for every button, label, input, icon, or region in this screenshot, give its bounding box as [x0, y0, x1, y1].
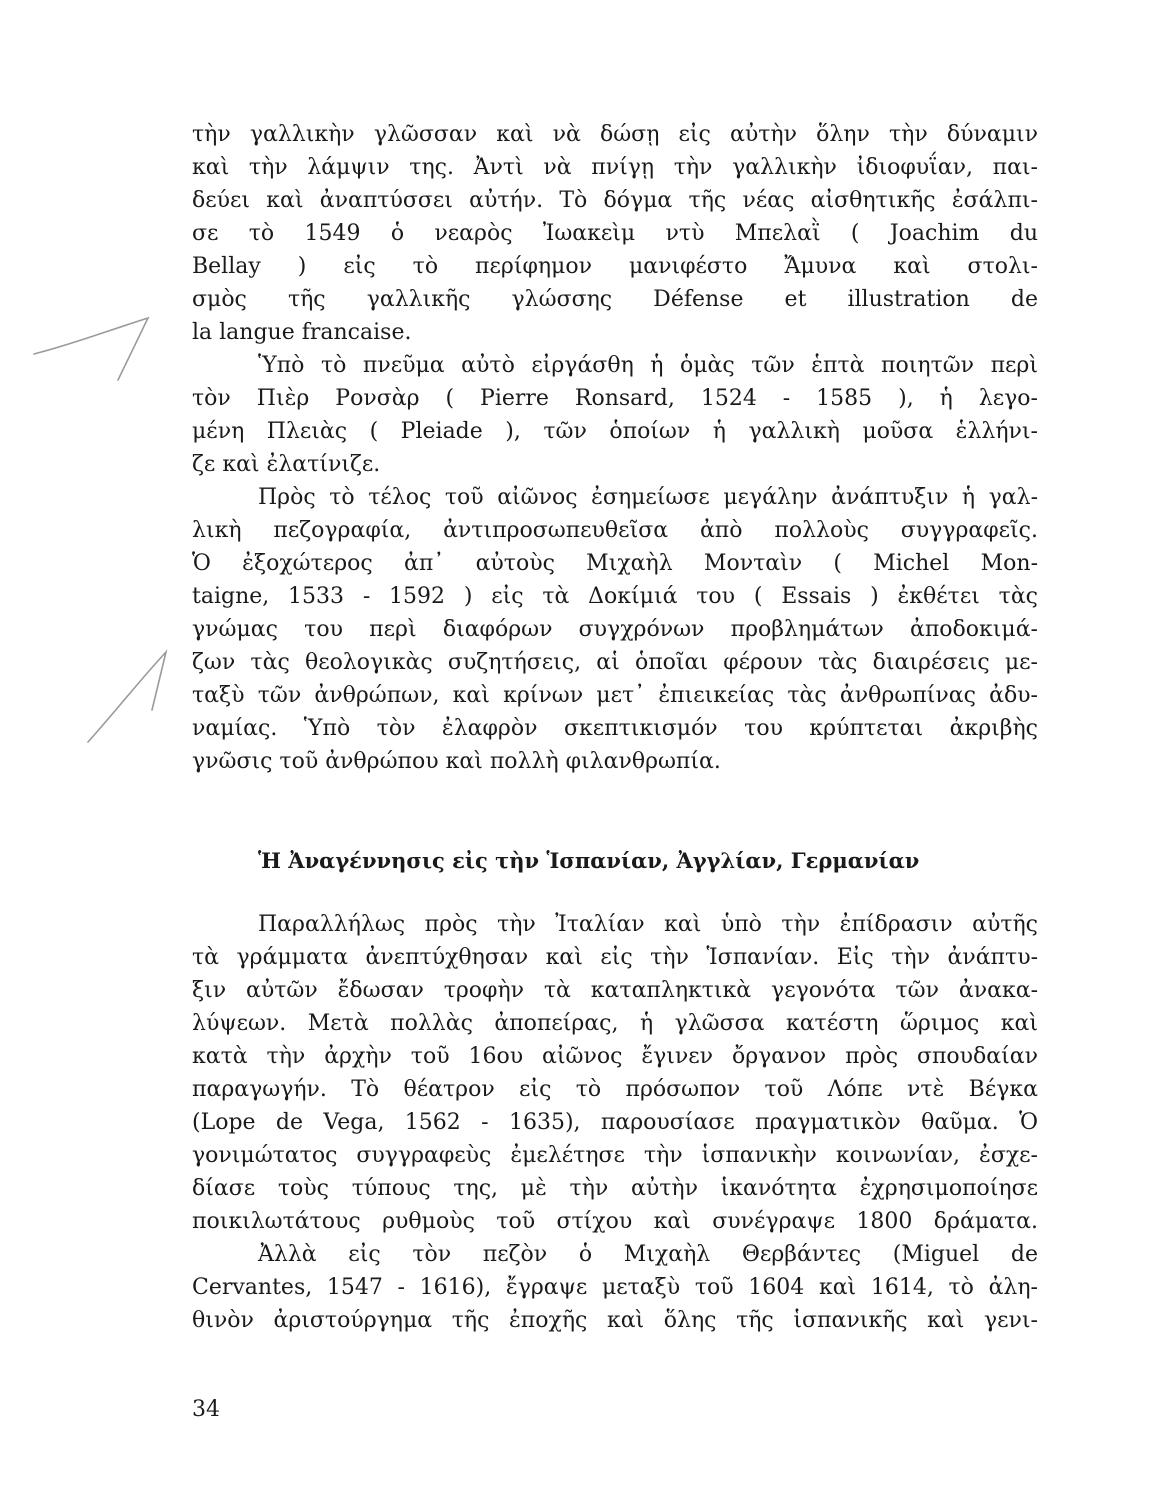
- text-line: γνῶσις τοῦ ἀνθρώπου καὶ πολλὴ φιλανθρωπία.: [192, 749, 721, 774]
- text-line: τὴν γαλλικὴν γλῶσσαν καὶ νὰ δώσῃ εἰς αὐτὴν ὅλην τὴν δύναμιν: [192, 122, 1038, 147]
- text-line: δεύει καὶ ἀναπτύσσει αὐτήν. Τὸ δόγμα τῆς νέας αἰσθητικῆς ἐσάλπι-: [192, 188, 1038, 213]
- section-heading: Ἡ Ἀναγέννησις εἰς τὴν Ἱσπανίαν, Ἀγγλίαν, Γερμανίαν: [258, 848, 920, 873]
- text-line: γνώμας του περὶ διαφόρων συγχρόνων προβλημάτων ἀποδοκιμά-: [192, 617, 1038, 642]
- text-line: ζε καὶ ἐλατίνιζε.: [192, 452, 381, 477]
- text-line: Ὁ ἐξοχώτερος ἀπ᾿ αὐτοὺς Μιχαὴλ Μονταὶν ( Michel Mon-: [192, 551, 1038, 576]
- text-line: Bellay ) εἰς τὸ περίφημον μανιφέστο Ἄμυνα καὶ στολι-: [192, 254, 1038, 279]
- text-line: καὶ τὴν λάμψιν της. Ἀντὶ νὰ πνίγῃ τὴν γαλλικὴν ἰδιοφυΐαν, παι-: [192, 155, 1038, 180]
- text-line: λύψεων. Μετὰ πολλὰς ἀποπείρας, ἡ γλῶσσα κατέστη ὥριμος καὶ: [192, 1011, 1038, 1036]
- text-line: ταξὺ τῶν ἀνθρώπων, καὶ κρίνων μετ᾿ ἐπιεικείας τὰς ἀνθρωπίνας ἀδυ-: [192, 683, 1038, 708]
- text-line: ναμίας. Ὑπὸ τὸν ἐλαφρὸν σκεπτικισμόν του κρύπτεται ἀκριβὴς: [192, 716, 1038, 741]
- text-line-indent: Πρὸς τὸ τέλος τοῦ αἰῶνος ἐσημείωσε μεγάλην ἀνάπτυξιν ἡ γαλ-: [258, 485, 1038, 510]
- text-line: σε τὸ 1549 ὁ νεαρὸς Ἰωακεὶμ ντὺ Μπελαῒ ( Joachim du: [192, 221, 1038, 246]
- text-line: (Lope de Vega, 1562 - 1635), παρουσίασε πραγματικὸν θαῦμα. Ὁ: [192, 1110, 1038, 1135]
- text-line: λικὴ πεζογραφία, ἀντιπροσωπευθεῖσα ἀπὸ πολλοὺς συγγραφεῖς.: [192, 518, 1038, 543]
- text-line-indent: Παραλλήλως πρὸς τὴν Ἰταλίαν καὶ ὑπὸ τὴν ἐπίδρασιν αὐτῆς: [258, 912, 1038, 937]
- text-line: ζων τὰς θεολογικὰς συζητήσεις, αἱ ὁποῖαι φέρουν τὰς διαιρέσεις με-: [192, 650, 1038, 675]
- text-line: δίασε τοὺς τύπους της, μὲ τὴν αὐτὴν ἱκανότητα ἐχρησιμοποίησε: [192, 1176, 1038, 1201]
- page-number: 34: [192, 1397, 220, 1422]
- text-line: γονιμώτατος συγγραφεὺς ἐμελέτησε τὴν ἱσπανικὴν κοινωνίαν, ἐσχε-: [192, 1143, 1038, 1168]
- text-line: Cervantes, 1547 - 1616), ἔγραψε μεταξὺ τοῦ 1604 καὶ 1614, τὸ ἀλη-: [192, 1275, 1038, 1300]
- pencil-arrow-lower: [88, 652, 166, 742]
- text-line: ποικιλωτάτους ρυθμοὺς τοῦ στίχου καὶ συνέγραψε 1800 δράματα.: [192, 1209, 1038, 1234]
- text-line: taigne, 1533 - 1592 ) εἰς τὰ Δοκίμιά του ( Essais ) ἐκθέτει τὰς: [192, 584, 1038, 609]
- text-line: κατὰ τὴν ἀρχὴν τοῦ 16ου αἰῶνος ἔγινεν ὄργανον πρὸς σπουδαίαν: [192, 1044, 1038, 1069]
- text-line: la langue francaise.: [192, 320, 412, 345]
- text-line: σμὸς τῆς γαλλικῆς γλώσσης Défense et illustration de: [192, 287, 1038, 312]
- pencil-arrow-upper: [34, 318, 148, 380]
- text-line: τὰ γράμματα ἀνεπτύχθησαν καὶ εἰς τὴν Ἱσπανίαν. Εἰς τὴν ἀνάπτυ-: [192, 945, 1038, 970]
- text-line-indent: Ὑπὸ τὸ πνεῦμα αὐτὸ εἰργάσθη ἡ ὁμὰς τῶν ἑπτὰ ποιητῶν περὶ: [258, 353, 1038, 378]
- text-line: τὸν Πιὲρ Ρονσὰρ ( Pierre Ronsard, 1524 - 1585 ), ἡ λεγο-: [192, 386, 1038, 411]
- text-line: θινὸν ἀριστούργημα τῆς ἐποχῆς καὶ ὅλης τῆς ἱσπανικῆς καὶ γενι-: [192, 1308, 1038, 1333]
- text-line: ξιν αὐτῶν ἔδωσαν τροφὴν τὰ καταπληκτικὰ γεγονότα τῶν ἀνακα-: [192, 978, 1038, 1003]
- text-line: παραγωγήν. Τὸ θέατρον εἰς τὸ πρόσωπον τοῦ Λόπε ντὲ Βέγκα: [192, 1077, 1038, 1102]
- text-line: μένη Πλειὰς ( Pleiade ), τῶν ὁποίων ἡ γαλλικὴ μοῦσα ἑλλήνι-: [192, 419, 1038, 444]
- pencil-arrow-annotations: [0, 0, 200, 800]
- text-line-indent: Ἀλλὰ εἰς τὸν πεζὸν ὁ Μιχαὴλ Θερβάντες (Miguel de: [258, 1242, 1038, 1267]
